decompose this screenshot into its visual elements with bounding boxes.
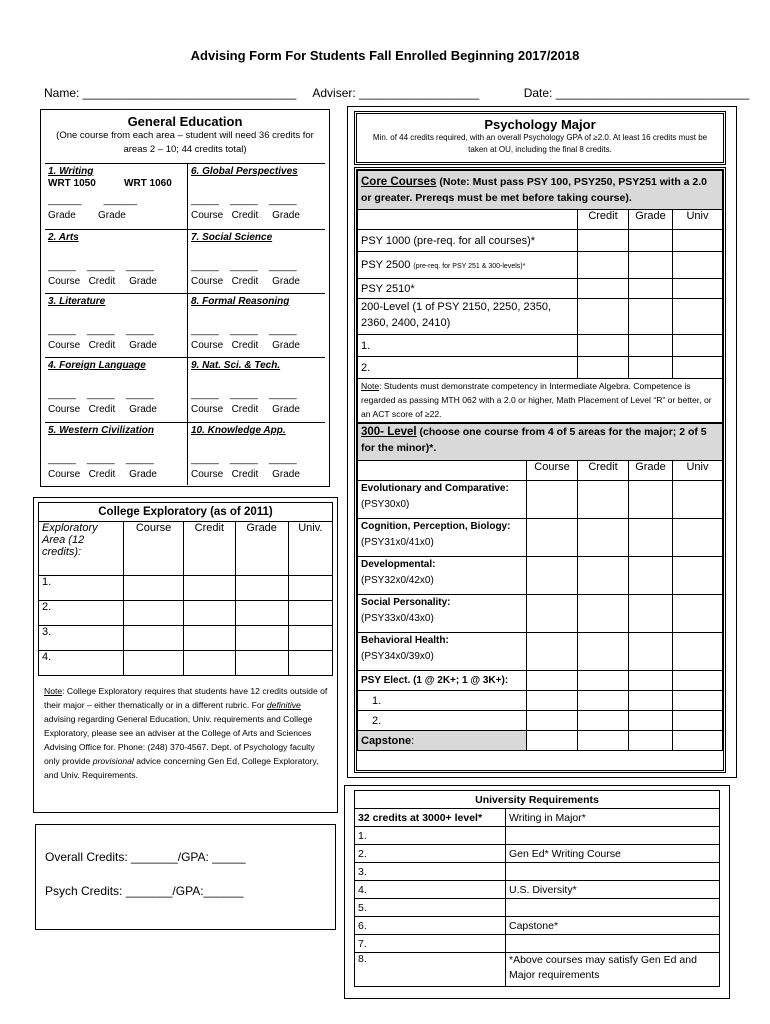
- level300-area: Social Personality: (PSY33x0/43x0): [358, 595, 527, 633]
- major-box: [347, 106, 737, 778]
- univ-row-right: Gen Ed* Writing Course: [506, 845, 720, 863]
- univ-row-right: [506, 827, 720, 845]
- univ-table: [354, 790, 720, 987]
- major-header: [354, 111, 726, 165]
- major-table: [357, 170, 723, 423]
- algebra-note: Note: Students must demonstrate competency in Intermediate Algebra. Competence is regarded as passing MTH 062 with a 2.0 or higher, Math Placement of Level “R” or better, or an ACT score of ≥22.: [358, 379, 723, 423]
- elect-row: 2.: [358, 711, 527, 731]
- gen-ed-blanks[interactable]: _____ _____ _____: [48, 261, 154, 272]
- gen-ed-area: [48, 166, 182, 226]
- gen-ed-labels: Grade Grade: [48, 210, 126, 221]
- univ-left-head: 32 credits at 3000+ level*: [355, 809, 506, 827]
- core-row: 200-Level (1 of PSY 2150, 2250, 2350, 2360, 2400, 2410): [358, 299, 578, 335]
- univ-box: [344, 785, 730, 999]
- major-title: Psychology Major: [484, 117, 596, 132]
- gen-ed-area-title: 7. Social Science: [191, 232, 273, 243]
- core-col-grade: Grade: [629, 210, 673, 230]
- univ-row-left: 2.: [355, 845, 506, 863]
- core-row: 1.: [358, 335, 578, 357]
- gen-ed-blanks[interactable]: _____ _____ _____: [48, 454, 154, 465]
- core-col-univ: Univ: [673, 210, 723, 230]
- gen-ed-area: [48, 425, 182, 485]
- col-univ: Univ.: [288, 522, 332, 576]
- gen-ed-area-title: 6. Global Perspectives: [191, 166, 298, 177]
- level300-col-univ: Univ: [673, 461, 723, 481]
- core-header: Core Courses (Note: Must pass PSY 100, PSY250, PSY251 with a 2.0 or greater. Prereqs must be met before taking course).: [358, 171, 723, 210]
- exploratory-area-header: Exploratory Area (12 credits):: [39, 522, 124, 576]
- gen-ed-area: [48, 232, 182, 292]
- elect-row: 1.: [358, 691, 527, 711]
- gen-ed-area-title: 1. Writing: [48, 166, 94, 177]
- gen-ed-area: [191, 425, 325, 485]
- col-grade: Grade: [235, 522, 288, 576]
- exploratory-row: 1.: [39, 576, 124, 601]
- overall-credits[interactable]: Overall Credits: _______/GPA: _____: [45, 850, 246, 864]
- univ-row-left: 4.: [355, 881, 506, 899]
- gen-ed-labels: Course Credit Grade: [191, 210, 300, 221]
- major-subtitle: Min. of 44 credits required, with an overall Psychology GPA of ≥2.0. At least 16 credits must be taken at OU, including the final 8 credits.: [372, 133, 708, 154]
- univ-row-left: 3.: [355, 863, 506, 881]
- exploratory-table: [38, 521, 333, 676]
- level300-col-credit: Credit: [578, 461, 629, 481]
- gen-ed-area: [191, 360, 325, 420]
- gen-ed-labels: Course Credit Grade: [191, 404, 300, 415]
- gen-ed-area: [191, 232, 325, 292]
- univ-row-right: [506, 863, 720, 881]
- univ-right-head: Writing in Major*: [506, 809, 720, 827]
- level300-area: Evolutionary and Comparative: (PSY30x0): [358, 481, 527, 519]
- univ-row-left: 6.: [355, 917, 506, 935]
- exploratory-row: 4.: [39, 651, 124, 676]
- level300-area: Developmental: (PSY32x0/42x0): [358, 557, 527, 595]
- gen-ed-labels: Course Credit Grade: [191, 276, 300, 287]
- level300-table: [357, 423, 723, 751]
- exploratory-note: Note: College Exploratory requires that students have 12 credits outside of their major – either thematically or in a different rubric. For definitive advising regarding General Education, Univ. requirements and College Exploratory, please see an adviser at the College of Arts and Sciences Advising Office for. Phone: (248) 370-4567. Dept. of Psychology faculty only provide provisional advice concerning Gen Ed, College Exploratory, and Univ. Requirements.: [44, 686, 328, 780]
- gen-ed-blanks[interactable]: ______ ______: [48, 195, 137, 206]
- col-credit: Credit: [184, 522, 235, 576]
- exploratory-row: 2.: [39, 601, 124, 626]
- exploratory-title: College Exploratory (as of 2011): [38, 502, 333, 521]
- core-row: 2.: [358, 357, 578, 379]
- core-row: PSY 1000 (pre-req. for all courses)*: [358, 230, 578, 252]
- univ-row-right: Capstone*: [506, 917, 720, 935]
- level300-area: Behavioral Health: (PSY34x0/39x0): [358, 633, 527, 671]
- gen-ed-area-title: 2. Arts: [48, 232, 79, 243]
- exploratory-row: 3.: [39, 626, 124, 651]
- gen-ed-area-title: 9. Nat. Sci. & Tech.: [191, 360, 281, 371]
- gen-ed-area-title: 8. Formal Reasoning: [191, 296, 290, 307]
- gen-ed-title: General Education: [127, 114, 243, 129]
- writing-courses: WRT 1050 WRT 1060: [48, 178, 172, 189]
- gen-ed-area-title: 10. Knowledge App.: [191, 425, 286, 436]
- core-row: PSY 2510*: [358, 279, 578, 299]
- gen-ed-blanks[interactable]: _____ _____ _____: [48, 389, 154, 400]
- univ-title: University Requirements: [355, 791, 720, 809]
- univ-row-left: 8.: [355, 953, 506, 987]
- gen-ed-box: [40, 109, 330, 487]
- gen-ed-area: [48, 296, 182, 356]
- gen-ed-blanks[interactable]: _____ _____ _____: [191, 261, 297, 272]
- credits-box: [35, 824, 336, 930]
- gen-ed-area-title: 5. Western Civilization: [48, 425, 154, 436]
- gen-ed-blanks[interactable]: _____ _____ _____: [191, 389, 297, 400]
- form-title: Advising Form For Students Fall Enrolled Beginning 2017/2018: [190, 48, 580, 63]
- gen-ed-note: (One course from each area – student will need 36 credits for areas 2 – 10; 44 credits total): [56, 130, 314, 155]
- univ-row-right: U.S. Diversity*: [506, 881, 720, 899]
- univ-row-right: *Above courses may satisfy Gen Ed and Major requirements: [506, 953, 720, 987]
- gen-ed-blanks[interactable]: _____ _____ _____: [191, 195, 297, 206]
- exploratory-box: [33, 497, 338, 813]
- core-row: PSY 2500 (pre-req. for PSY 251 & 300-levels)*: [358, 252, 578, 279]
- gen-ed-blanks[interactable]: _____ _____ _____: [191, 454, 297, 465]
- major-table-frame: [354, 167, 726, 773]
- gen-ed-labels: Course Credit Grade: [48, 276, 157, 287]
- univ-row-right: [506, 899, 720, 917]
- name-field[interactable]: Name: ________________________________: [44, 86, 297, 100]
- univ-row-left: 1.: [355, 827, 506, 845]
- gen-ed-blanks[interactable]: _____ _____ _____: [191, 325, 297, 336]
- core-col-credit: Credit: [578, 210, 629, 230]
- psy-elect-label: PSY Elect. (1 @ 2K+; 1 @ 3K+):: [358, 671, 527, 691]
- col-course: Course: [124, 522, 184, 576]
- gen-ed-labels: Course Credit Grade: [48, 404, 157, 415]
- gen-ed-labels: Course Credit Grade: [191, 340, 300, 351]
- gen-ed-blanks[interactable]: _____ _____ _____: [48, 325, 154, 336]
- univ-row-left: 5.: [355, 899, 506, 917]
- gen-ed-labels: Course Credit Grade: [191, 469, 300, 480]
- level300-header: 300- Level (choose one course from 4 of 5 areas for the major; 2 of 5 for the minor)*.: [358, 424, 723, 461]
- gen-ed-area: [48, 360, 182, 420]
- univ-row-left: 7.: [355, 935, 506, 953]
- date-field[interactable]: Date: _____________________________: [523, 86, 750, 100]
- level300-col-grade: Grade: [629, 461, 673, 481]
- level300-area: Cognition, Perception, Biology: (PSY31x0/41x0): [358, 519, 527, 557]
- gen-ed-labels: Course Credit Grade: [48, 340, 157, 351]
- gen-ed-area: [191, 166, 325, 226]
- gen-ed-area-title: 3. Literature: [48, 296, 106, 307]
- psych-credits[interactable]: Psych Credits: _______/GPA:______: [45, 884, 244, 898]
- header-fields: [44, 86, 750, 100]
- adviser-field[interactable]: Adviser: __________________: [312, 86, 480, 100]
- univ-row-right: [506, 935, 720, 953]
- gen-ed-area: [191, 296, 325, 356]
- gen-ed-area-title: 4. Foreign Language: [48, 360, 146, 371]
- gen-ed-labels: Course Credit Grade: [48, 469, 157, 480]
- level300-col-course: Course: [527, 461, 578, 481]
- capstone-label: Capstone:: [358, 731, 527, 751]
